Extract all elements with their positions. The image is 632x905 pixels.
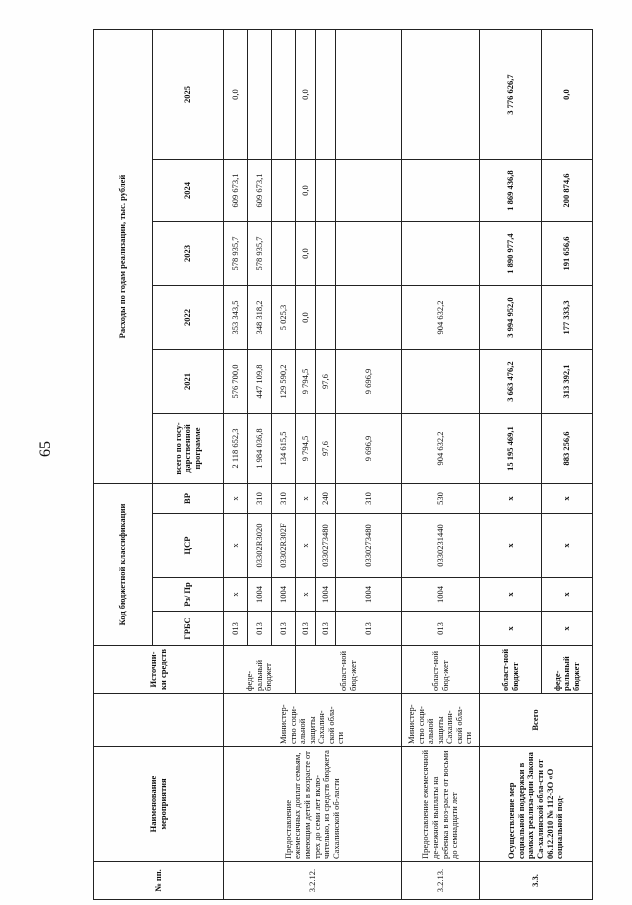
cell-2023 bbox=[336, 222, 402, 286]
col-name-header: Наименование мероприятия bbox=[94, 747, 224, 862]
measure-name: Предоставление ежемесячной де-нежной выплаты на ребенка в воз-расте от восьми до семнадцати лет bbox=[402, 747, 480, 862]
cell-csr: 03302R302F bbox=[272, 514, 296, 578]
col-2021-header: 2021 bbox=[153, 350, 224, 414]
cell-csr: х bbox=[296, 514, 316, 578]
col-grbs-header: ГРБС bbox=[153, 612, 224, 646]
expenses-group-header: Расходы по годам реализации, тыс. рублей bbox=[94, 30, 153, 484]
executor: Министер-ство соци-альной защиты Сахалин-ской обла-сти bbox=[402, 694, 480, 747]
col-num-header: № пп. bbox=[94, 862, 224, 900]
cell-2021: 9 696,9 bbox=[336, 350, 402, 414]
cell-vr: х bbox=[296, 484, 316, 514]
cell-2025: 0,0 bbox=[224, 30, 248, 160]
cell-2021: 447 109,8 bbox=[248, 350, 272, 414]
cell-2023: 1 890 977,4 bbox=[480, 222, 542, 286]
cell-2024 bbox=[272, 160, 296, 222]
cell-total: 883 256,6 bbox=[542, 414, 593, 484]
col-2022-header: 2022 bbox=[153, 286, 224, 350]
cell-vr: х bbox=[224, 484, 248, 514]
cell-2022: 3 994 952,0 bbox=[480, 286, 542, 350]
cell-2021: 9 794,5 bbox=[296, 350, 316, 414]
cell-2025: 0,0 bbox=[296, 30, 316, 160]
executor: Министер-ство соци-альной защиты Сахалин-ской обла-сти bbox=[224, 694, 402, 747]
cell-grbs: 013 bbox=[296, 612, 316, 646]
cell-2024: 200 874,6 bbox=[542, 160, 593, 222]
cell-grbs: х bbox=[480, 612, 542, 646]
funding-source: област-ной бюджет bbox=[480, 646, 542, 694]
cell-rzpr: х bbox=[296, 578, 316, 612]
cell-csr: х bbox=[542, 514, 593, 578]
cell-2021: 129 590,2 bbox=[272, 350, 296, 414]
cell-rzpr: х bbox=[224, 578, 248, 612]
cell-vr: 530 bbox=[402, 484, 480, 514]
funding-source: феде-ральный бюджет bbox=[224, 646, 296, 694]
cell-2022 bbox=[316, 286, 336, 350]
col-2025-header: 2025 bbox=[153, 30, 224, 160]
cell-vr: 310 bbox=[272, 484, 296, 514]
col-vr-header: ВР bbox=[153, 484, 224, 514]
row-number: 3.2.12. bbox=[224, 862, 402, 900]
cell-2025 bbox=[248, 30, 272, 160]
cell-total: 134 615,5 bbox=[272, 414, 296, 484]
col-2023-header: 2023 bbox=[153, 222, 224, 286]
cell-grbs: 013 bbox=[336, 612, 402, 646]
cell-csr: 0330273480 bbox=[336, 514, 402, 578]
cell-rzpr: 1004 bbox=[272, 578, 296, 612]
cell-csr: 03302R3020 bbox=[248, 514, 272, 578]
cell-total: 2 118 652,3 bbox=[224, 414, 248, 484]
cell-2025 bbox=[272, 30, 296, 160]
cell-rzpr: 1004 bbox=[248, 578, 272, 612]
cell-2024: 1 869 436,8 bbox=[480, 160, 542, 222]
measure-name: Предоставление ежемесячных доплат семьям, имеющим детей в возрасте от трех до семи лет вклю-чительно, из средств бюджета Сахалинской об-ласти bbox=[224, 747, 402, 862]
cell-rzpr: 1004 bbox=[402, 578, 480, 612]
cell-total: 9 794,5 bbox=[296, 414, 316, 484]
cell-2021: 97,6 bbox=[316, 350, 336, 414]
cell-csr: 0330231440 bbox=[402, 514, 480, 578]
kbk-group-header: Код бюджетной классификации bbox=[94, 484, 153, 646]
cell-2024 bbox=[336, 160, 402, 222]
col-2024-header: 2024 bbox=[153, 160, 224, 222]
cell-2021 bbox=[402, 350, 480, 414]
cell-2023 bbox=[402, 222, 480, 286]
cell-vr: 310 bbox=[336, 484, 402, 514]
header-row-top bbox=[94, 30, 153, 900]
cell-csr: х bbox=[224, 514, 248, 578]
cell-2022: 177 333,3 bbox=[542, 286, 593, 350]
col-total-header: всего по госу-дарственной программе bbox=[153, 414, 224, 484]
cell-2022: 5 025,3 bbox=[272, 286, 296, 350]
cell-2025 bbox=[402, 30, 480, 160]
col-csr-header: ЦСР bbox=[153, 514, 224, 578]
cell-rzpr: х bbox=[480, 578, 542, 612]
funding-source: феде-ральный бюджет bbox=[542, 646, 593, 694]
cell-grbs: 013 bbox=[248, 612, 272, 646]
executor: Всего bbox=[480, 694, 593, 747]
cell-2023: 191 656,6 bbox=[542, 222, 593, 286]
cell-total: 15 195 469,1 bbox=[480, 414, 542, 484]
col-rzpr-header: Рз/ Пр bbox=[153, 578, 224, 612]
cell-2022: 0,0 bbox=[296, 286, 316, 350]
cell-2021: 313 392,1 bbox=[542, 350, 593, 414]
row-number: 3.3. bbox=[480, 862, 593, 900]
budget-table bbox=[93, 29, 593, 900]
cell-2025 bbox=[316, 30, 336, 160]
cell-grbs: 013 bbox=[224, 612, 248, 646]
table-row bbox=[224, 30, 248, 900]
cell-csr: х bbox=[480, 514, 542, 578]
col-executor-header bbox=[94, 694, 224, 747]
cell-grbs: 013 bbox=[272, 612, 296, 646]
cell-total: 9 696,9 bbox=[336, 414, 402, 484]
page-number: 65 bbox=[37, 441, 54, 457]
rotated-table-container bbox=[93, 30, 628, 900]
cell-2024: 609 673,1 bbox=[248, 160, 272, 222]
cell-rzpr: 1004 bbox=[336, 578, 402, 612]
cell-total: 904 632,2 bbox=[402, 414, 480, 484]
cell-grbs: 013 bbox=[316, 612, 336, 646]
cell-rzpr: 1004 bbox=[316, 578, 336, 612]
cell-2025 bbox=[336, 30, 402, 160]
cell-vr: 240 bbox=[316, 484, 336, 514]
col-source-header: Источни-ки средств bbox=[94, 646, 224, 694]
cell-2023: 578 935,7 bbox=[224, 222, 248, 286]
cell-grbs: х bbox=[542, 612, 593, 646]
cell-2023 bbox=[272, 222, 296, 286]
cell-2022: 904 632,2 bbox=[402, 286, 480, 350]
cell-2023: 0,0 bbox=[296, 222, 316, 286]
cell-vr: х bbox=[480, 484, 542, 514]
cell-2025: 3 776 626,7 bbox=[480, 30, 542, 160]
cell-2022 bbox=[336, 286, 402, 350]
measure-name: Осуществление мер социальной поддержки в рамках реализа-ции Закона Са-халинской обла-сти от 06.12.2010 № 112-ЗО «О социальной под- bbox=[480, 747, 593, 862]
cell-2024 bbox=[402, 160, 480, 222]
cell-total: 1 984 036,8 bbox=[248, 414, 272, 484]
funding-source: област-ной бюд-жет bbox=[402, 646, 480, 694]
cell-2024: 0,0 bbox=[296, 160, 316, 222]
cell-2021: 3 663 476,2 bbox=[480, 350, 542, 414]
cell-2024: 609 673,1 bbox=[224, 160, 248, 222]
funding-source: област-ной бюд-жет bbox=[296, 646, 402, 694]
cell-vr: 310 bbox=[248, 484, 272, 514]
cell-rzpr: х bbox=[542, 578, 593, 612]
cell-total: 97,6 bbox=[316, 414, 336, 484]
cell-csr: 0330273480 bbox=[316, 514, 336, 578]
cell-2021: 576 700,0 bbox=[224, 350, 248, 414]
table-row bbox=[480, 30, 542, 900]
cell-2025: 0,0 bbox=[542, 30, 593, 160]
row-number: 3.2.13. bbox=[402, 862, 480, 900]
table-row bbox=[402, 30, 480, 900]
cell-grbs: 013 bbox=[402, 612, 480, 646]
cell-vr: х bbox=[542, 484, 593, 514]
cell-2023: 578 935,7 bbox=[248, 222, 272, 286]
cell-2024 bbox=[316, 160, 336, 222]
cell-2022: 353 343,5 bbox=[224, 286, 248, 350]
cell-2022: 348 318,2 bbox=[248, 286, 272, 350]
cell-2023 bbox=[316, 222, 336, 286]
